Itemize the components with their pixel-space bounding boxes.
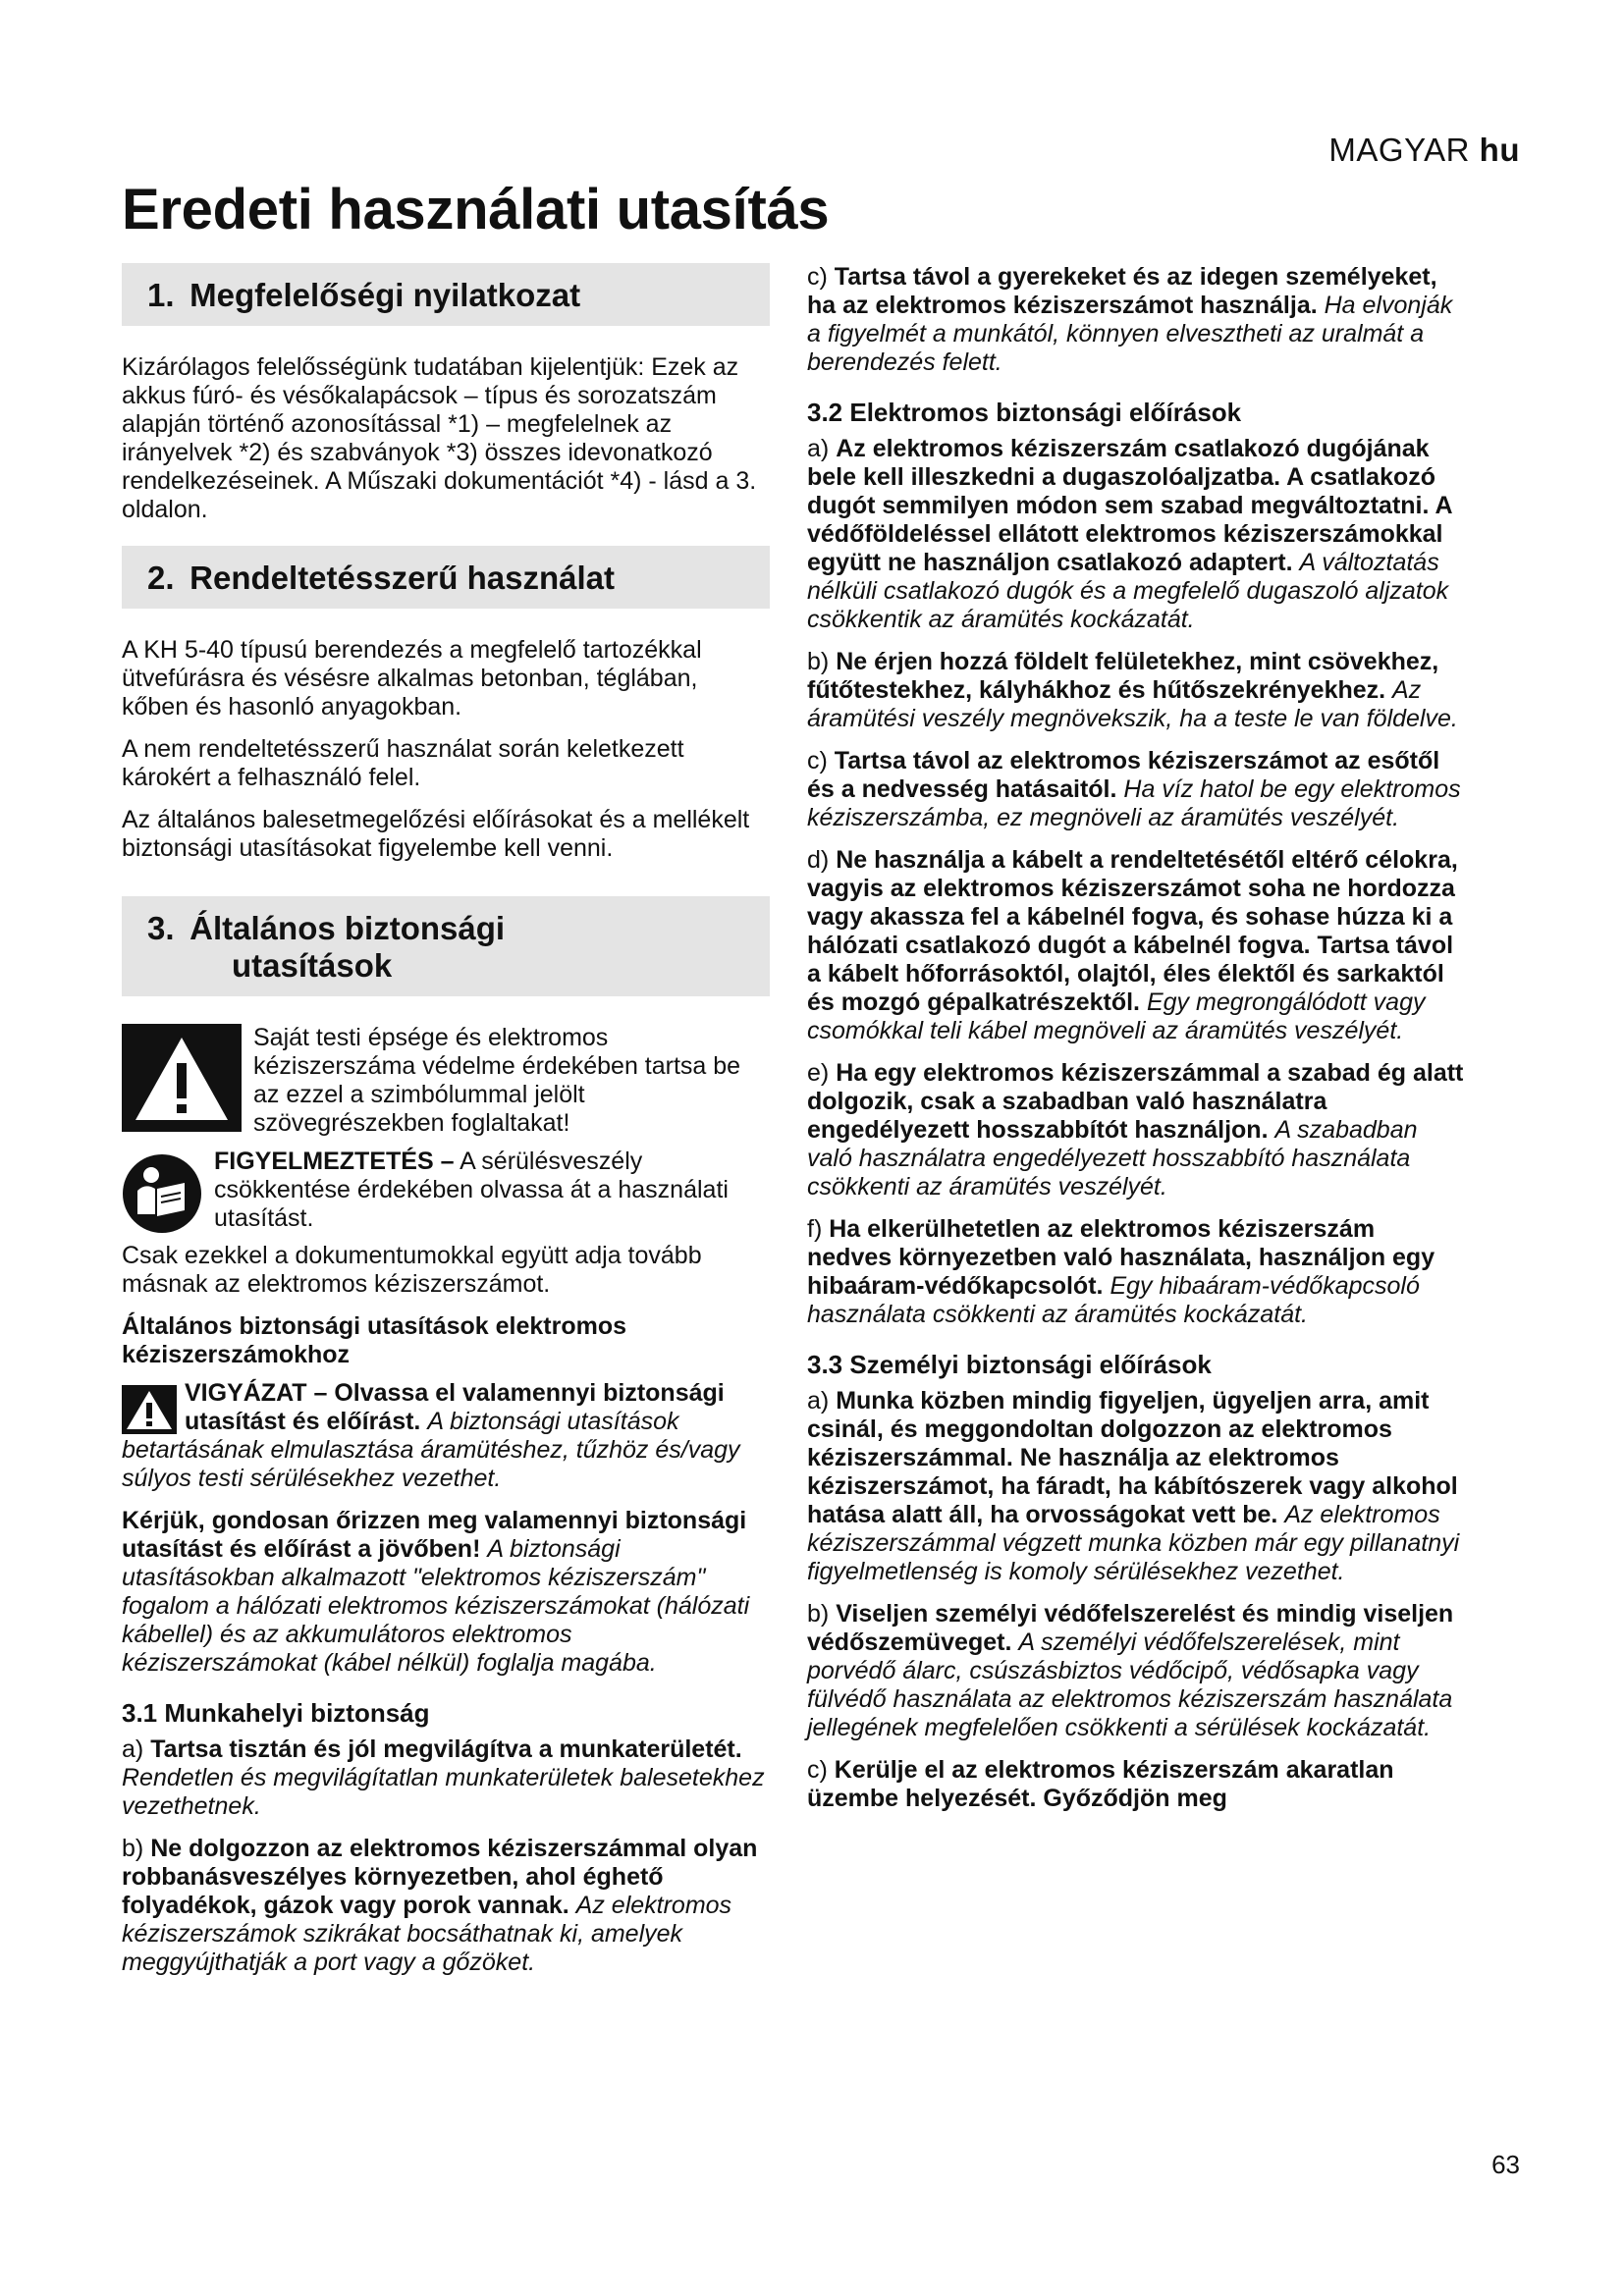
vigyazat-italic: A biztonsági utasítások betartásának elmulasztása áramütéshez, tűzhöz és/vagy súlyos testi sérülésekhez vezethet. (122, 1408, 740, 1492)
section-3-1-c-prefix: c) (807, 263, 828, 291)
item-bold: Kerülje el az elektromos kéziszerszám akaratlan üzembe helyezését. Győződjön meg (807, 1756, 1394, 1812)
item-prefix: e) (807, 1059, 830, 1087)
section-3-2-item (807, 747, 1465, 832)
section-3-2-item (807, 435, 1465, 634)
section-3-title-line1: Általános biztonsági (189, 910, 506, 946)
item-prefix: c) (807, 747, 828, 774)
item-italic: A változtatás nélküli csatlakozó dugók és a megfelelő dugaszoló aljzatok csökkentik az áramütés kockázatát. (807, 549, 1449, 633)
item-prefix: a) (807, 435, 830, 462)
read-manual-note (122, 1148, 770, 1234)
section-1-heading (122, 263, 770, 326)
section-3-1-b-prefix: b) (122, 1835, 144, 1862)
item-italic: Az elektromos kéziszerszámmal végzett munka közben már egy pillanatnyi figyelmetlenség is komoly sérülésekhez vezethet. (807, 1501, 1460, 1585)
item-prefix: f) (807, 1215, 823, 1243)
item-bold: Tartsa távol az elektromos kéziszerszámot az esőtől és a nedvesség hatásaitól. (807, 747, 1440, 803)
section-3-number: 3. (147, 910, 175, 946)
section-2-title: Rendeltetésszerű használat (189, 560, 615, 596)
section-3-1-c (807, 263, 1465, 377)
page-title: Eredeti használati utasítás (122, 178, 830, 241)
section-3-1-title: 3.1 Munkahelyi biztonság (122, 1698, 430, 1728)
left-column (122, 263, 770, 1991)
language-name: MAGYAR (1328, 132, 1470, 168)
section-3-title-line2: utasítások (232, 947, 393, 984)
language-code: hu (1479, 132, 1520, 168)
section-3-2-list (807, 435, 1465, 1329)
item-bold: Ne érjen hozzá földelt felületekhez, mint csövekhez, fűtőtestekhez, kályhákhoz és hűtőszekrényekhez. (807, 648, 1439, 704)
section-1-title: Megfelelőségi nyilatkozat (189, 277, 581, 313)
section-3-2-title: 3.2 Elektromos biztonsági előírások (807, 398, 1242, 427)
item-bold: Az elektromos kéziszerszám csatlakozó dugójának bele kell illeszkedni a dugaszolóaljzatba. A csatlakozó dugót semmilyen módon sem szabad megváltoztatni. A védőföldeléssel ellátott elektromos kéziszerszámokkal együtt ne használjon csatlakozó adaptert. (807, 435, 1452, 576)
item-bold: Viseljen személyi védőfelszerelést és mindig viseljen védőszemüveget. (807, 1600, 1454, 1656)
item-italic: Az áramütési veszély megnövekszik, ha a teste le van földelve. (807, 676, 1458, 732)
section-3-1-a-italic: Rendetlen és megvilágítatlan munkaterületek balesetekhez vezethetnek. (122, 1764, 765, 1820)
warning-note-text: Saját testi épsége és elektromos kéziszerszáma védelme érdekében tartsa be az ezzel a szimbólummal jelölt szövegrészekben foglaltakat! (253, 1024, 741, 1137)
vigyazat-paragraph (122, 1379, 770, 1493)
section-3-3-item (807, 1756, 1465, 1813)
declaration-paragraph: Kizárólagos felelősségünk tudatában kijelentjük: Ezek az akkus fúró- és vésőkalapácsok – típus és sorozatszám alapján történő azonosítással *1) – megfelelnek az irányelvek *2) és szabványok *3) összes idevonatkozó rendelkezéseinek. A Műszaki dokumentációt *4) - lásd a 3. oldalon. (122, 353, 757, 523)
item-italic: Ha víz hatol be egy elektromos kéziszerszámba, ez megnöveli az áramütés veszélyét. (807, 775, 1461, 831)
section-3-1-b (122, 1835, 770, 1977)
small-warning-icon (122, 1385, 177, 1434)
item-prefix: c) (807, 1756, 828, 1784)
section-3-1-b-bold: Ne dolgozzon az elektromos kéziszerszámmal olyan robbanásveszélyes környezetben, ahol éghető folyadékok, gázok vagy porok vannak. (122, 1835, 758, 1919)
section-3-1-c-italic: Ha elvonják a figyelmét a munkától, könnyen elvesztheti az uralmát a berendezés felett. (807, 292, 1453, 376)
intended-use-paragraph: A KH 5-40 típusú berendezés a megfelelő tartozékkal ütvefúrásra és vésésre alkalmas betonban, téglában, kőben és hasonló anyagokban. (122, 636, 702, 721)
warning-triangle-icon (122, 1024, 242, 1132)
read-manual-text (214, 1148, 770, 1233)
section-3-3-item (807, 1600, 1465, 1742)
item-italic: Egy megrongálódott vagy csomókkal teli kábel megnöveli az áramütés veszélyét. (807, 988, 1426, 1044)
keep-instructions-paragraph (122, 1507, 770, 1678)
section-3-1-a-bold: Tartsa tisztán és jól megvilágítva a munkaterületét. (150, 1735, 742, 1763)
keep-instructions-italic: A biztonsági utasításokban alkalmazott "elektromos kéziszerszám" fogalom a hálózati elektromos kéziszerszámokat (hálózati kábellel) és az akkumulátoros elektromos kéziszerszámokat (kábel nélkül) foglalja magába. (122, 1535, 750, 1677)
item-italic: Egy hibaáram-védőkapcsoló használata csökkenti az áramütés kockázatát. (807, 1272, 1420, 1328)
right-column (807, 263, 1465, 1827)
read-manual-icon (122, 1153, 202, 1234)
item-bold: Ha egy elektromos kéziszerszámmal a szabad ég alatt dolgozik, csak a szabadban való használatra engedélyezett hosszabbítót használjon. (807, 1059, 1464, 1144)
section-2-number: 2. (147, 560, 175, 596)
liability-paragraph: A nem rendeltetésszerű használat során keletkezett károkért a felhasználó felel. (122, 735, 684, 791)
section-3-1-b-italic: Az elektromos kéziszerszámok szikrákat bocsáthatnak ki, amelyek meggyújthatják a port vagy a gőzöket. (122, 1892, 732, 1976)
general-safety-heading: Általános biztonsági utasítások elektromos kéziszerszámokhoz (122, 1312, 627, 1368)
section-3-heading (122, 896, 770, 996)
section-3-2-item (807, 1215, 1465, 1329)
section-3-1-a-prefix: a) (122, 1735, 144, 1763)
section-3-2-item (807, 648, 1465, 733)
keep-instructions-bold: Kérjük, gondosan őrizzen meg valamennyi biztonsági utasítást és előírást a jövőben! (122, 1507, 747, 1563)
section-3-3-item (807, 1387, 1465, 1586)
language-label (1328, 132, 1520, 169)
item-prefix: d) (807, 846, 830, 874)
documents-paragraph: Csak ezekkel a dokumentumokkal együtt adja tovább másnak az elektromos kéziszerszámot. (122, 1242, 702, 1298)
section-3-2-item (807, 1059, 1465, 1201)
figyelmeztetes-text: A sérülésveszély csökkentése érdekében olvassa át a használati utasítást. (214, 1148, 729, 1232)
warning-note (122, 1024, 770, 1138)
vigyazat-bold: VIGYÁZAT – Olvassa el valamennyi biztonsági utasítást és előírást. (185, 1379, 725, 1435)
item-italic: A személyi védőfelszerelések, mint porvédő álarc, csúszásbiztos védőcipő, védősapka vagy fülvédő használata az elektromos kéziszerszám használata jellegének megfelelően csökkenti a sérülések kockázatát. (807, 1629, 1453, 1741)
item-bold: Munka közben mindig figyeljen, ügyeljen arra, amit csinál, és meggondoltan dolgozzon az elektromos kéziszerszámmal. Ne használja az elektromos kéziszerszámot, ha fáradt, ha kábítószerek vagy alkohol hatása alatt áll, ha orvosságokat vett be. (807, 1387, 1458, 1528)
item-prefix: b) (807, 1600, 830, 1628)
item-prefix: b) (807, 648, 830, 675)
section-3-1-c-bold: Tartsa távol a gyerekeket és az idegen személyeket, ha az elektromos kéziszerszámot használja. (807, 263, 1437, 319)
section-3-3-list (807, 1387, 1465, 1813)
page-number: 63 (1491, 2150, 1520, 2179)
section-3-2-item (807, 846, 1465, 1045)
item-bold: Ne használja a kábelt a rendeltetésétől eltérő célokra, vagyis az elektromos kéziszerszámot soha ne hordozza vagy akassza fel a kábelnél fogva, és sohase húzza ki a hálózati csatlakozó dugót a kábelnél fogva. Tartsa távol a kábelt hőforrásoktól, olajtól, éles élektől és sarkaktól és mozgó gépalkatrészektől. (807, 846, 1458, 1016)
item-bold: Ha elkerülhetetlen az elektromos kéziszerszám nedves környezetben való használata, használjon egy hibaáram-védőkapcsolót. (807, 1215, 1435, 1300)
section-1-number: 1. (147, 277, 175, 313)
section-3-3-title: 3.3 Személyi biztonsági előírások (807, 1350, 1212, 1379)
section-3-1-a (122, 1735, 770, 1821)
figyelmeztetes-label: FIGYELMEZTETÉS – (214, 1148, 455, 1175)
accident-prevention-paragraph: Az általános balesetmegelőzési előírásokat és a mellékelt biztonsági utasításokat figyelembe kell venni. (122, 806, 750, 862)
section-2-heading (122, 546, 770, 609)
item-italic: A szabadban való használatra engedélyezett hosszabbító használata csökkenti az áramütés veszélyét. (807, 1116, 1418, 1201)
item-prefix: a) (807, 1387, 830, 1415)
